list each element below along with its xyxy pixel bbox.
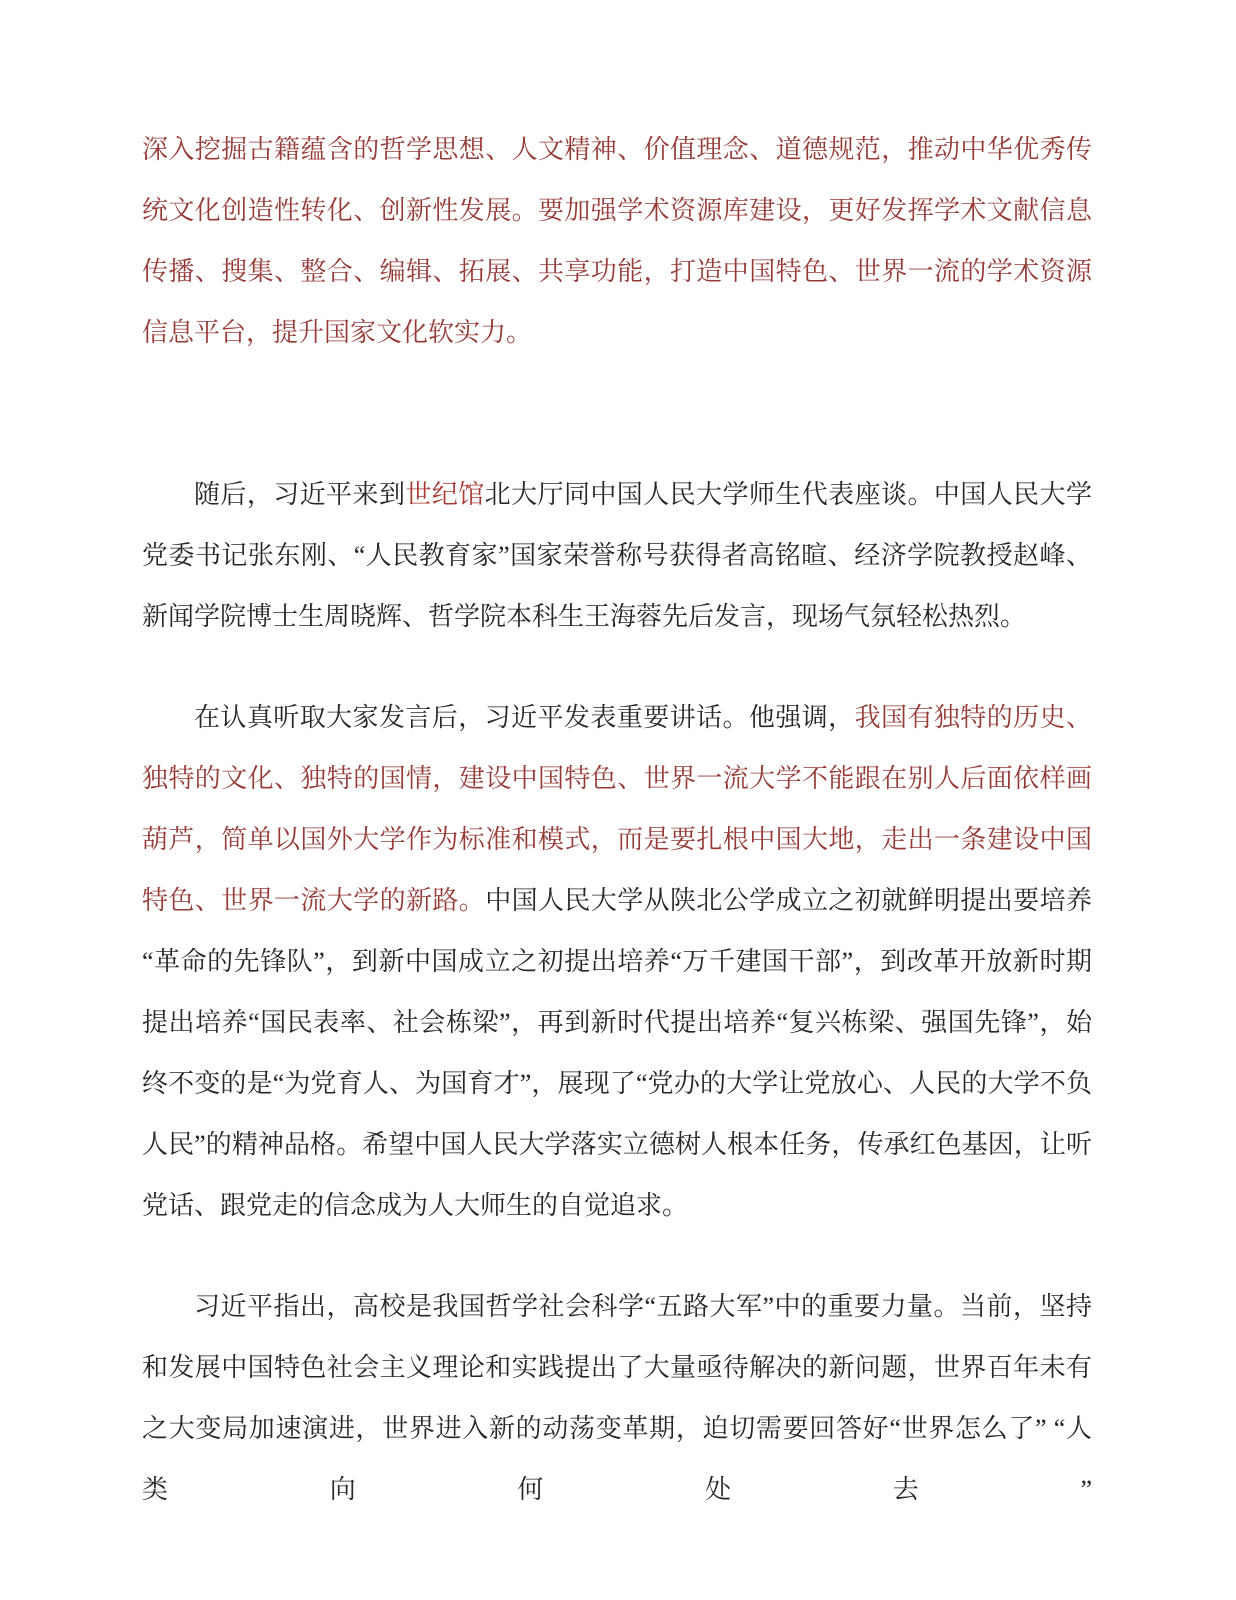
text-run: 随后，习近平来到: [194, 480, 406, 509]
paragraph-important-speech: [142, 687, 1092, 1236]
text-run: 中国人民大学从陕北公学成立之初就鲜明提出要培养“革命的先锋队”，到新中国成立之初提出培养“万千建国干部”，到改革开放新时期提出培养“国民表率、社会栋梁”，再到新时代提出培养“复兴栋梁、强国先锋”，始终不变的是“为党育人、为国育才”，展现了“党办的大学让党放心、人民的大学不负人民”的精神品格。希望中国人民大学落实立德树人根本任务，传承红色基因，让听党话、跟党走的信念成为人大师生的自觉追求。: [142, 886, 1092, 1220]
shijiguan-link[interactable]: 世纪馆: [405, 480, 485, 509]
text-run: 北大厅同中国人民大学师生代表座谈。中国人民大学党委书记张东刚、“人民教育家”国家荣誉称号获得者高铭暄、经济学院教授赵峰、新闻学院博士生周晓辉、哲学院本科生王海蓉先后发言，现场气氛轻松热烈。: [142, 480, 1092, 631]
empty-paragraph: [142, 403, 1092, 464]
text-run: 在认真听取大家发言后，习近平发表重要讲话。他强调，: [194, 703, 855, 732]
text-run: 深入挖掘古籍蕴含的哲学思想、人文精神、价值理念、道德规范，推动中华优秀传统文化创造性转化、创新性发展。要加强学术资源库建设，更好发挥学术文献信息传播、搜集、整合、编辑、拓展、共享功能，打造中国特色、世界一流的学术资源信息平台，提升国家文化软实力。: [142, 135, 1092, 347]
paragraph-philosophy-social-science: [142, 1276, 1092, 1520]
text-run: 习近平指出，高校是我国哲学社会科学“五路大军”中的重要力量。当前，坚持和发展中国特色社会主义理论和实践提出了大量亟待解决的新问题，世界百年未有之大变局加速演进，世界进入新的动荡变革期，迫切需要回答好“世界怎么了” “人类向何处去”: [142, 1292, 1092, 1504]
paragraph-ancient-books: [142, 119, 1092, 363]
text-run: 我国有独特的历史、独特的文化、独特的国情，建设中国特色、世界一流大学不能跟在别人后面依样画葫芦，简单以国外大学作为标准和模式，而是要扎根中国大地，走出一条建设中国特色、世界一流大学的新路。: [142, 703, 1092, 915]
paragraph-symposium: [142, 464, 1092, 647]
